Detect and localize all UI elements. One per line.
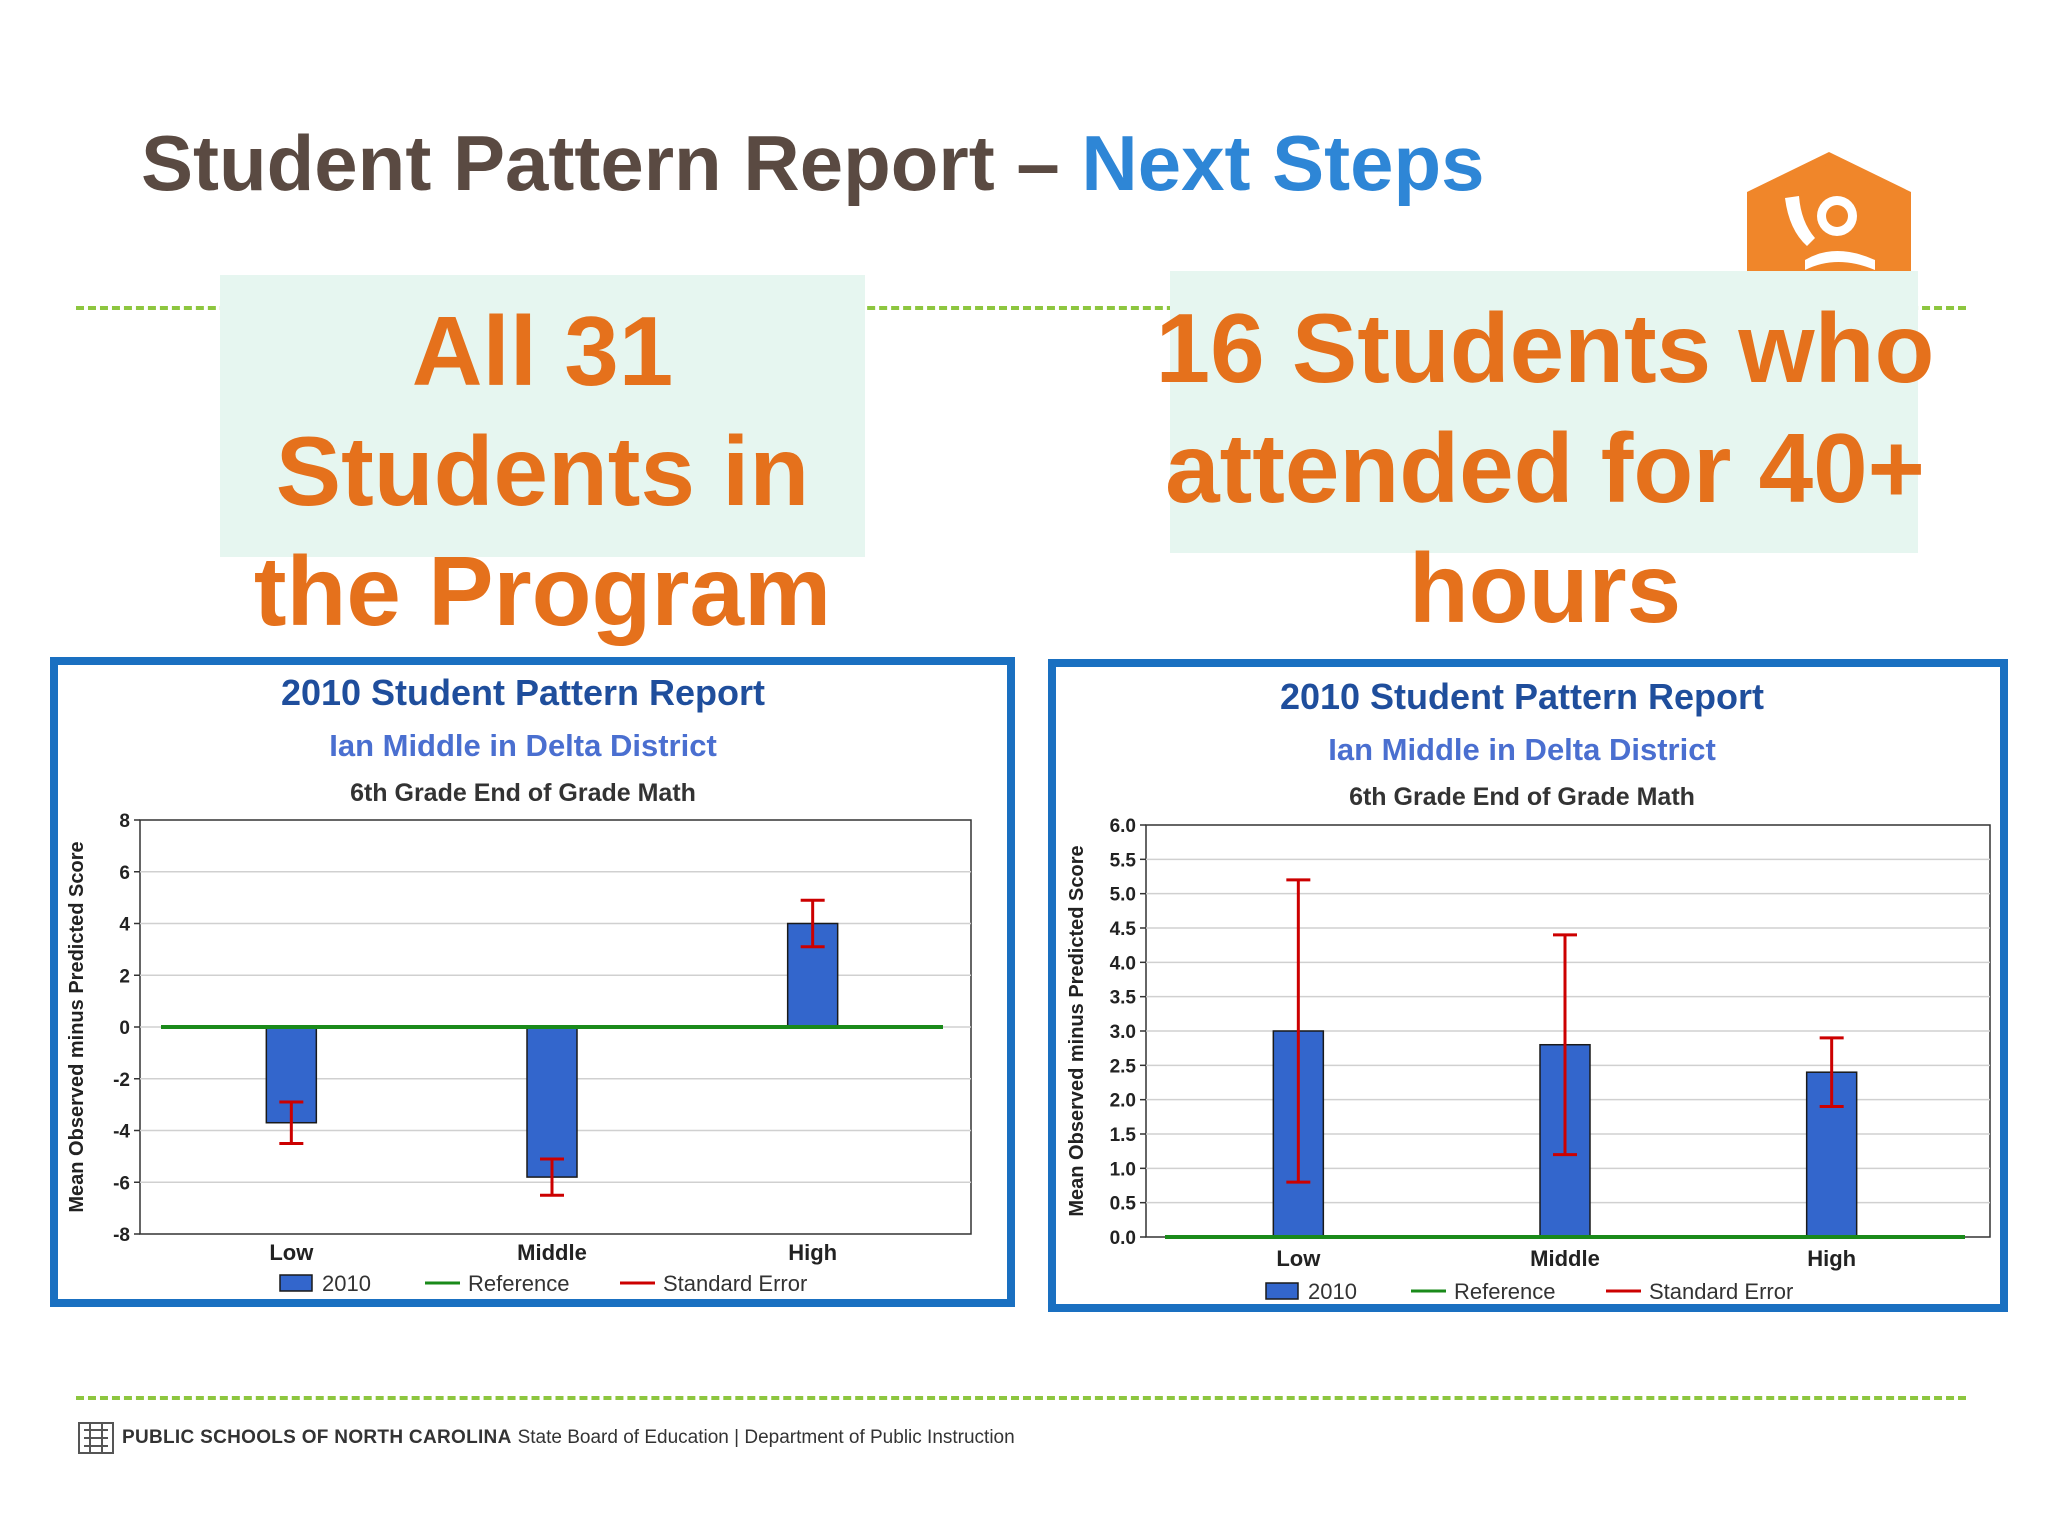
slide-title-accent: Next Steps: [1081, 119, 1485, 207]
y-tick-label: 2: [119, 966, 130, 988]
bottom-divider: [76, 1396, 1966, 1400]
y-tick-label: 0: [119, 1018, 130, 1039]
footer: [78, 1420, 1015, 1456]
y-tick-label: 5.5: [1109, 850, 1136, 872]
footer-org: PUBLIC SCHOOLS OF NORTH CAROLINA: [122, 1427, 512, 1448]
y-tick-label: 5.0: [1109, 884, 1136, 906]
y-tick-label: 1.0: [1109, 1159, 1136, 1181]
chart-all-students: [58, 665, 1007, 1299]
y-tick-label: 0.5: [1109, 1193, 1136, 1215]
chart-panel-40plus-hours: [1048, 659, 2008, 1312]
footer-department: State Board of Education | Department of Public Instruction: [517, 1427, 1015, 1448]
y-tick-label: -8: [113, 1225, 130, 1246]
legend-label-standard-error: Standard Error: [1649, 1279, 1794, 1304]
x-category-label: Middle: [1530, 1246, 1600, 1271]
right-heading: 16 Students who attended for 40+ hours: [1155, 293, 1935, 643]
y-tick-label: 1.5: [1109, 1125, 1136, 1146]
y-tick-label: 2.0: [1109, 1090, 1136, 1112]
left-heading: All 31 Students in the Program: [253, 296, 832, 646]
y-tick-label: -2: [113, 1069, 130, 1091]
nc-state-seal-icon: [78, 1420, 114, 1456]
y-tick-label: 8: [119, 811, 130, 832]
chart-title: 2010 Student Pattern Report: [280, 672, 766, 713]
bar-middle: [527, 1027, 577, 1177]
x-category-label: Low: [1276, 1246, 1321, 1271]
chart-caption: 6th Grade End of Grade Math: [1349, 783, 1695, 811]
y-tick-label: 4: [119, 914, 130, 936]
legend-label-standard-error: Standard Error: [663, 1271, 808, 1296]
legend-label-reference: Reference: [468, 1271, 570, 1296]
chart-title: 2010 Student Pattern Report: [1279, 676, 1765, 717]
chart-subtitle: Ian Middle in Delta District: [1328, 732, 1716, 767]
y-tick-label: 3.5: [1109, 987, 1136, 1009]
legend-swatch-2010: [280, 1275, 312, 1291]
slide-title: [141, 118, 1485, 209]
chart-40plus-hours: [1056, 667, 2000, 1304]
x-category-label: High: [1807, 1246, 1857, 1271]
y-tick-label: -6: [113, 1173, 130, 1195]
y-axis-label: Mean Observed minus Predicted Score: [66, 841, 88, 1213]
x-category-label: High: [788, 1240, 838, 1265]
y-tick-label: 6: [119, 862, 130, 884]
y-tick-label: 4.5: [1109, 919, 1136, 940]
afterschool-house-logo-icon: [1745, 150, 1913, 278]
y-tick-label: 6.0: [1109, 816, 1136, 837]
y-axis-label: Mean Observed minus Predicted Score: [1066, 845, 1088, 1217]
y-tick-label: 3.0: [1109, 1022, 1136, 1043]
x-category-label: Middle: [517, 1240, 587, 1265]
legend-swatch-2010: [1266, 1283, 1298, 1299]
y-tick-label: 0.0: [1109, 1228, 1136, 1249]
legend-label-2010: 2010: [1308, 1279, 1357, 1304]
chart-panel-all-students: [50, 657, 1015, 1307]
slide-title-main: Student Pattern Report –: [141, 119, 1082, 207]
chart-caption: 6th Grade End of Grade Math: [350, 779, 696, 807]
y-tick-label: -4: [113, 1121, 130, 1143]
chart-subtitle: Ian Middle in Delta District: [329, 728, 717, 763]
legend-label-2010: 2010: [322, 1271, 371, 1296]
y-tick-label: 4.0: [1109, 953, 1136, 975]
x-category-label: Low: [269, 1240, 314, 1265]
legend-label-reference: Reference: [1454, 1279, 1556, 1304]
y-tick-label: 2.5: [1109, 1056, 1136, 1078]
